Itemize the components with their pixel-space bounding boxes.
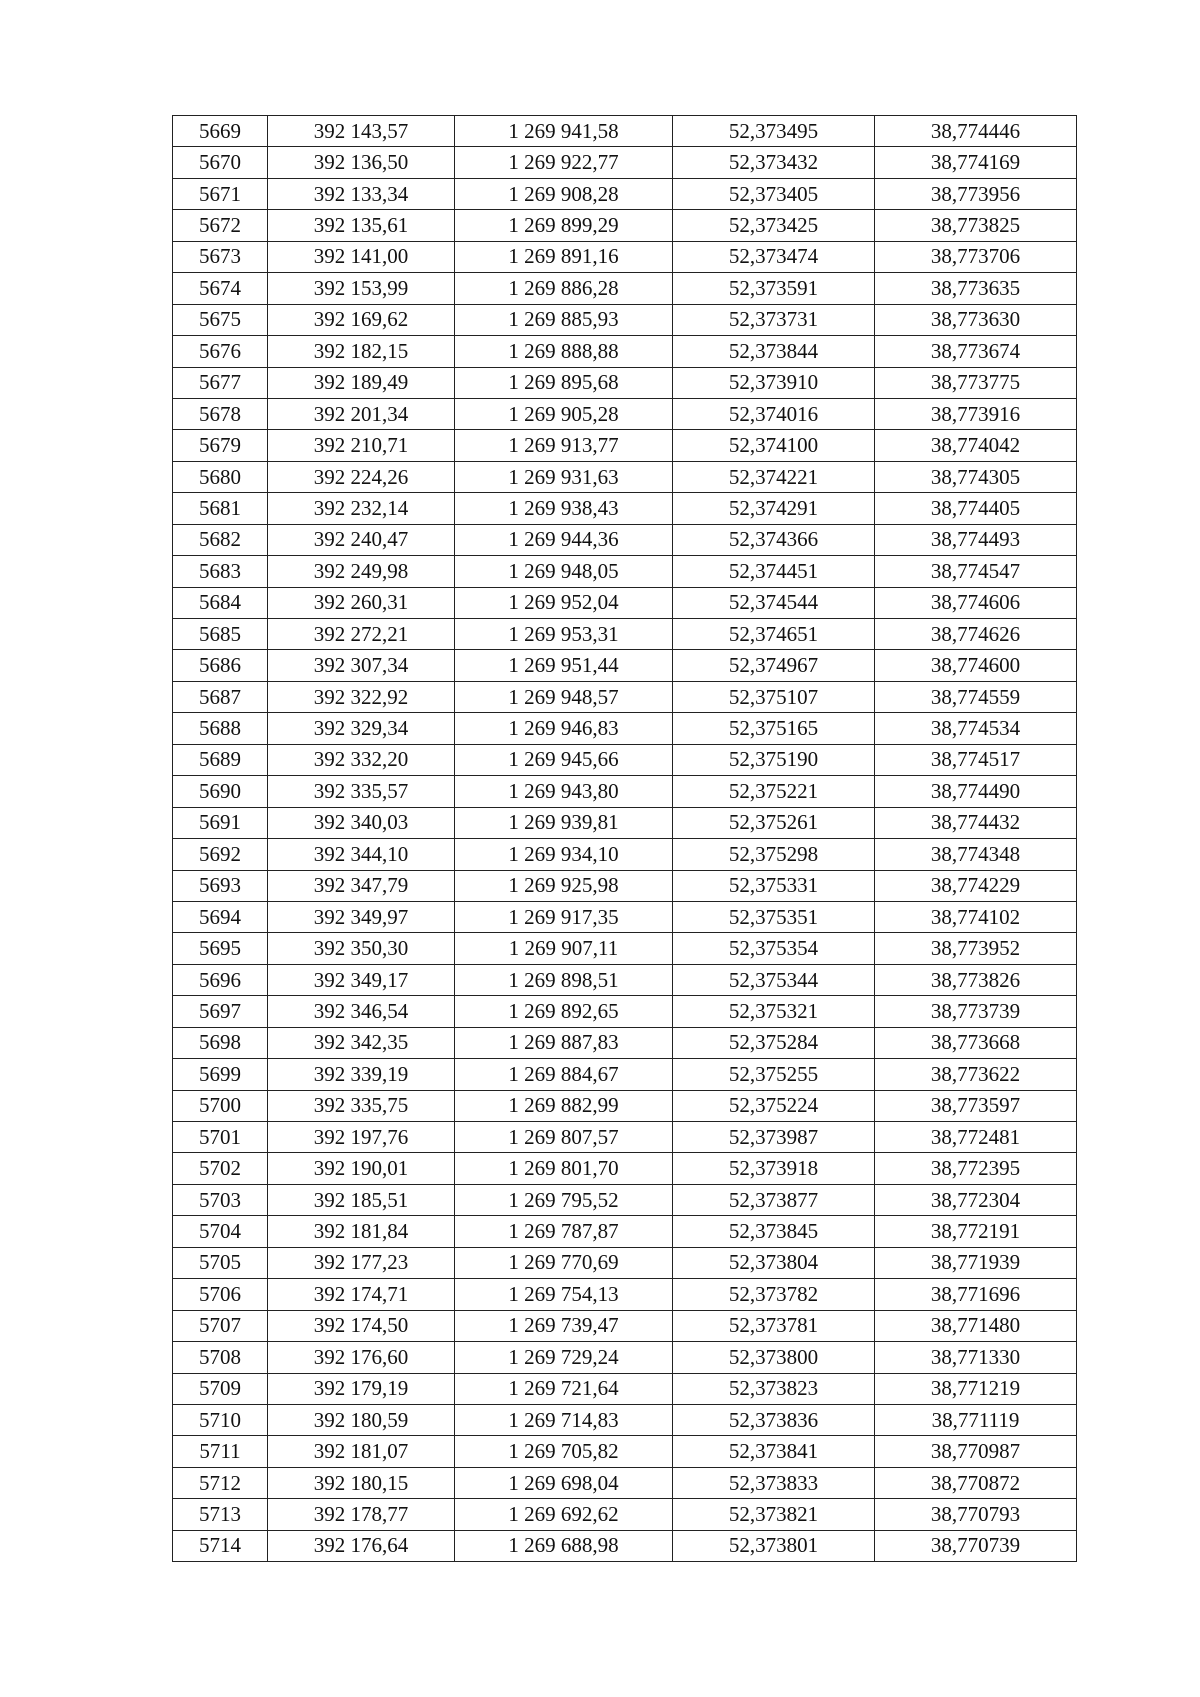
y-coordinate-cell: 1 269 944,36 — [455, 524, 673, 555]
y-coordinate-cell: 1 269 795,52 — [455, 1184, 673, 1215]
y-coordinate-cell: 1 269 905,28 — [455, 398, 673, 429]
latitude-cell: 52,373823 — [673, 1373, 875, 1404]
latitude-cell: 52,374016 — [673, 398, 875, 429]
point-number-cell: 5669 — [173, 116, 268, 147]
point-number-cell: 5697 — [173, 996, 268, 1027]
point-number-cell: 5682 — [173, 524, 268, 555]
latitude-cell: 52,373474 — [673, 241, 875, 272]
x-coordinate-cell: 392 135,61 — [268, 210, 455, 241]
latitude-cell: 52,373844 — [673, 336, 875, 367]
table-row — [173, 524, 1077, 555]
y-coordinate-cell: 1 269 898,51 — [455, 964, 673, 995]
latitude-cell: 52,373800 — [673, 1342, 875, 1373]
table-row — [173, 1342, 1077, 1373]
y-coordinate-cell: 1 269 913,77 — [455, 430, 673, 461]
latitude-cell: 52,375221 — [673, 776, 875, 807]
y-coordinate-cell: 1 269 892,65 — [455, 996, 673, 1027]
y-coordinate-cell: 1 269 754,13 — [455, 1279, 673, 1310]
x-coordinate-cell: 392 322,92 — [268, 681, 455, 712]
table-row — [173, 713, 1077, 744]
point-number-cell: 5677 — [173, 367, 268, 398]
latitude-cell: 52,374221 — [673, 461, 875, 492]
y-coordinate-cell: 1 269 739,47 — [455, 1310, 673, 1341]
longitude-cell: 38,773635 — [875, 273, 1077, 304]
x-coordinate-cell: 392 342,35 — [268, 1027, 455, 1058]
x-coordinate-cell: 392 153,99 — [268, 273, 455, 304]
longitude-cell: 38,774348 — [875, 839, 1077, 870]
x-coordinate-cell: 392 174,50 — [268, 1310, 455, 1341]
y-coordinate-cell: 1 269 946,83 — [455, 713, 673, 744]
table-row — [173, 493, 1077, 524]
latitude-cell: 52,373801 — [673, 1530, 875, 1561]
table-row — [173, 1153, 1077, 1184]
y-coordinate-cell: 1 269 943,80 — [455, 776, 673, 807]
y-coordinate-cell: 1 269 886,28 — [455, 273, 673, 304]
y-coordinate-cell: 1 269 884,67 — [455, 1059, 673, 1090]
point-number-cell: 5698 — [173, 1027, 268, 1058]
x-coordinate-cell: 392 141,00 — [268, 241, 455, 272]
longitude-cell: 38,773597 — [875, 1090, 1077, 1121]
point-number-cell: 5675 — [173, 304, 268, 335]
longitude-cell: 38,774559 — [875, 681, 1077, 712]
table-row — [173, 839, 1077, 870]
latitude-cell: 52,375351 — [673, 901, 875, 932]
table-row — [173, 587, 1077, 618]
longitude-cell: 38,773668 — [875, 1027, 1077, 1058]
y-coordinate-cell: 1 269 931,63 — [455, 461, 673, 492]
latitude-cell: 52,375284 — [673, 1027, 875, 1058]
longitude-cell: 38,773775 — [875, 367, 1077, 398]
longitude-cell: 38,772395 — [875, 1153, 1077, 1184]
longitude-cell: 38,773674 — [875, 336, 1077, 367]
table-row — [173, 901, 1077, 932]
table-row — [173, 1090, 1077, 1121]
point-number-cell: 5695 — [173, 933, 268, 964]
latitude-cell: 52,375321 — [673, 996, 875, 1027]
coordinates-table-body — [173, 116, 1077, 1562]
point-number-cell: 5683 — [173, 556, 268, 587]
point-number-cell: 5701 — [173, 1122, 268, 1153]
point-number-cell: 5681 — [173, 493, 268, 524]
latitude-cell: 52,373910 — [673, 367, 875, 398]
point-number-cell: 5708 — [173, 1342, 268, 1373]
x-coordinate-cell: 392 143,57 — [268, 116, 455, 147]
longitude-cell: 38,770793 — [875, 1499, 1077, 1530]
latitude-cell: 52,373821 — [673, 1499, 875, 1530]
table-row — [173, 336, 1077, 367]
x-coordinate-cell: 392 201,34 — [268, 398, 455, 429]
table-row — [173, 1404, 1077, 1435]
point-number-cell: 5671 — [173, 178, 268, 209]
y-coordinate-cell: 1 269 908,28 — [455, 178, 673, 209]
y-coordinate-cell: 1 269 888,88 — [455, 336, 673, 367]
table-row — [173, 556, 1077, 587]
longitude-cell: 38,772191 — [875, 1216, 1077, 1247]
latitude-cell: 52,373845 — [673, 1216, 875, 1247]
y-coordinate-cell: 1 269 922,77 — [455, 147, 673, 178]
y-coordinate-cell: 1 269 705,82 — [455, 1436, 673, 1467]
y-coordinate-cell: 1 269 939,81 — [455, 807, 673, 838]
latitude-cell: 52,374544 — [673, 587, 875, 618]
y-coordinate-cell: 1 269 721,64 — [455, 1373, 673, 1404]
y-coordinate-cell: 1 269 925,98 — [455, 870, 673, 901]
x-coordinate-cell: 392 307,34 — [268, 650, 455, 681]
x-coordinate-cell: 392 335,75 — [268, 1090, 455, 1121]
longitude-cell: 38,774042 — [875, 430, 1077, 461]
longitude-cell: 38,774606 — [875, 587, 1077, 618]
point-number-cell: 5699 — [173, 1059, 268, 1090]
table-row — [173, 996, 1077, 1027]
y-coordinate-cell: 1 269 787,87 — [455, 1216, 673, 1247]
table-row — [173, 178, 1077, 209]
longitude-cell: 38,774432 — [875, 807, 1077, 838]
longitude-cell: 38,774229 — [875, 870, 1077, 901]
x-coordinate-cell: 392 189,49 — [268, 367, 455, 398]
latitude-cell: 52,373591 — [673, 273, 875, 304]
table-row — [173, 1530, 1077, 1561]
x-coordinate-cell: 392 232,14 — [268, 493, 455, 524]
longitude-cell: 38,774600 — [875, 650, 1077, 681]
latitude-cell: 52,375107 — [673, 681, 875, 712]
x-coordinate-cell: 392 174,71 — [268, 1279, 455, 1310]
point-number-cell: 5673 — [173, 241, 268, 272]
longitude-cell: 38,774169 — [875, 147, 1077, 178]
x-coordinate-cell: 392 180,15 — [268, 1467, 455, 1498]
longitude-cell: 38,772304 — [875, 1184, 1077, 1215]
longitude-cell: 38,774534 — [875, 713, 1077, 744]
x-coordinate-cell: 392 329,34 — [268, 713, 455, 744]
y-coordinate-cell: 1 269 938,43 — [455, 493, 673, 524]
x-coordinate-cell: 392 179,19 — [268, 1373, 455, 1404]
y-coordinate-cell: 1 269 907,11 — [455, 933, 673, 964]
longitude-cell: 38,773706 — [875, 241, 1077, 272]
y-coordinate-cell: 1 269 882,99 — [455, 1090, 673, 1121]
longitude-cell: 38,770739 — [875, 1530, 1077, 1561]
table-row — [173, 1279, 1077, 1310]
latitude-cell: 52,373782 — [673, 1279, 875, 1310]
y-coordinate-cell: 1 269 887,83 — [455, 1027, 673, 1058]
longitude-cell: 38,773916 — [875, 398, 1077, 429]
latitude-cell: 52,375344 — [673, 964, 875, 995]
table-row — [173, 650, 1077, 681]
table-row — [173, 116, 1077, 147]
table-row — [173, 681, 1077, 712]
point-number-cell: 5693 — [173, 870, 268, 901]
latitude-cell: 52,373918 — [673, 1153, 875, 1184]
point-number-cell: 5688 — [173, 713, 268, 744]
point-number-cell: 5670 — [173, 147, 268, 178]
point-number-cell: 5684 — [173, 587, 268, 618]
point-number-cell: 5692 — [173, 839, 268, 870]
table-row — [173, 1499, 1077, 1530]
point-number-cell: 5676 — [173, 336, 268, 367]
table-row — [173, 807, 1077, 838]
x-coordinate-cell: 392 249,98 — [268, 556, 455, 587]
point-number-cell: 5702 — [173, 1153, 268, 1184]
table-row — [173, 1059, 1077, 1090]
y-coordinate-cell: 1 269 692,62 — [455, 1499, 673, 1530]
x-coordinate-cell: 392 180,59 — [268, 1404, 455, 1435]
x-coordinate-cell: 392 350,30 — [268, 933, 455, 964]
point-number-cell: 5672 — [173, 210, 268, 241]
table-row — [173, 1310, 1077, 1341]
point-number-cell: 5704 — [173, 1216, 268, 1247]
latitude-cell: 52,374967 — [673, 650, 875, 681]
y-coordinate-cell: 1 269 917,35 — [455, 901, 673, 932]
longitude-cell: 38,773952 — [875, 933, 1077, 964]
longitude-cell: 38,773622 — [875, 1059, 1077, 1090]
y-coordinate-cell: 1 269 770,69 — [455, 1247, 673, 1278]
latitude-cell: 52,374366 — [673, 524, 875, 555]
longitude-cell: 38,771119 — [875, 1404, 1077, 1435]
y-coordinate-cell: 1 269 948,57 — [455, 681, 673, 712]
latitude-cell: 52,374651 — [673, 619, 875, 650]
longitude-cell: 38,774405 — [875, 493, 1077, 524]
x-coordinate-cell: 392 335,57 — [268, 776, 455, 807]
x-coordinate-cell: 392 240,47 — [268, 524, 455, 555]
table-row — [173, 1467, 1077, 1498]
latitude-cell: 52,373432 — [673, 147, 875, 178]
latitude-cell: 52,373731 — [673, 304, 875, 335]
longitude-cell: 38,774626 — [875, 619, 1077, 650]
latitude-cell: 52,374291 — [673, 493, 875, 524]
latitude-cell: 52,375190 — [673, 744, 875, 775]
y-coordinate-cell: 1 269 941,58 — [455, 116, 673, 147]
y-coordinate-cell: 1 269 891,16 — [455, 241, 673, 272]
latitude-cell: 52,373405 — [673, 178, 875, 209]
x-coordinate-cell: 392 340,03 — [268, 807, 455, 838]
point-number-cell: 5685 — [173, 619, 268, 650]
point-number-cell: 5709 — [173, 1373, 268, 1404]
latitude-cell: 52,375331 — [673, 870, 875, 901]
longitude-cell: 38,771219 — [875, 1373, 1077, 1404]
longitude-cell: 38,771480 — [875, 1310, 1077, 1341]
x-coordinate-cell: 392 347,79 — [268, 870, 455, 901]
longitude-cell: 38,774547 — [875, 556, 1077, 587]
point-number-cell: 5686 — [173, 650, 268, 681]
latitude-cell: 52,373833 — [673, 1467, 875, 1498]
x-coordinate-cell: 392 185,51 — [268, 1184, 455, 1215]
longitude-cell: 38,771696 — [875, 1279, 1077, 1310]
point-number-cell: 5710 — [173, 1404, 268, 1435]
table-row — [173, 304, 1077, 335]
longitude-cell: 38,774305 — [875, 461, 1077, 492]
longitude-cell: 38,773826 — [875, 964, 1077, 995]
point-number-cell: 5706 — [173, 1279, 268, 1310]
table-row — [173, 933, 1077, 964]
latitude-cell: 52,375224 — [673, 1090, 875, 1121]
table-row — [173, 776, 1077, 807]
y-coordinate-cell: 1 269 948,05 — [455, 556, 673, 587]
x-coordinate-cell: 392 272,21 — [268, 619, 455, 650]
x-coordinate-cell: 392 339,19 — [268, 1059, 455, 1090]
x-coordinate-cell: 392 260,31 — [268, 587, 455, 618]
table-row — [173, 1027, 1077, 1058]
latitude-cell: 52,375261 — [673, 807, 875, 838]
x-coordinate-cell: 392 176,60 — [268, 1342, 455, 1373]
y-coordinate-cell: 1 269 951,44 — [455, 650, 673, 681]
longitude-cell: 38,774102 — [875, 901, 1077, 932]
latitude-cell: 52,374451 — [673, 556, 875, 587]
latitude-cell: 52,375298 — [673, 839, 875, 870]
point-number-cell: 5680 — [173, 461, 268, 492]
latitude-cell: 52,373877 — [673, 1184, 875, 1215]
latitude-cell: 52,373836 — [673, 1404, 875, 1435]
x-coordinate-cell: 392 190,01 — [268, 1153, 455, 1184]
y-coordinate-cell: 1 269 688,98 — [455, 1530, 673, 1561]
table-row — [173, 1184, 1077, 1215]
x-coordinate-cell: 392 181,84 — [268, 1216, 455, 1247]
y-coordinate-cell: 1 269 729,24 — [455, 1342, 673, 1373]
latitude-cell: 52,375255 — [673, 1059, 875, 1090]
table-row — [173, 210, 1077, 241]
y-coordinate-cell: 1 269 801,70 — [455, 1153, 673, 1184]
longitude-cell: 38,773739 — [875, 996, 1077, 1027]
table-row — [173, 1436, 1077, 1467]
longitude-cell: 38,773825 — [875, 210, 1077, 241]
longitude-cell: 38,774493 — [875, 524, 1077, 555]
y-coordinate-cell: 1 269 698,04 — [455, 1467, 673, 1498]
x-coordinate-cell: 392 224,26 — [268, 461, 455, 492]
point-number-cell: 5714 — [173, 1530, 268, 1561]
point-number-cell: 5691 — [173, 807, 268, 838]
longitude-cell: 38,773630 — [875, 304, 1077, 335]
x-coordinate-cell: 392 178,77 — [268, 1499, 455, 1530]
latitude-cell: 52,373841 — [673, 1436, 875, 1467]
y-coordinate-cell: 1 269 945,66 — [455, 744, 673, 775]
coordinates-table — [172, 115, 1077, 1562]
x-coordinate-cell: 392 136,50 — [268, 147, 455, 178]
y-coordinate-cell: 1 269 953,31 — [455, 619, 673, 650]
table-row — [173, 241, 1077, 272]
x-coordinate-cell: 392 133,34 — [268, 178, 455, 209]
table-row — [173, 1216, 1077, 1247]
longitude-cell: 38,773956 — [875, 178, 1077, 209]
latitude-cell: 52,373425 — [673, 210, 875, 241]
latitude-cell: 52,373804 — [673, 1247, 875, 1278]
point-number-cell: 5700 — [173, 1090, 268, 1121]
y-coordinate-cell: 1 269 899,29 — [455, 210, 673, 241]
x-coordinate-cell: 392 181,07 — [268, 1436, 455, 1467]
point-number-cell: 5712 — [173, 1467, 268, 1498]
point-number-cell: 5678 — [173, 398, 268, 429]
longitude-cell: 38,774446 — [875, 116, 1077, 147]
table-row — [173, 964, 1077, 995]
table-row — [173, 430, 1077, 461]
longitude-cell: 38,772481 — [875, 1122, 1077, 1153]
latitude-cell: 52,373495 — [673, 116, 875, 147]
longitude-cell: 38,770987 — [875, 1436, 1077, 1467]
latitude-cell: 52,375354 — [673, 933, 875, 964]
x-coordinate-cell: 392 182,15 — [268, 336, 455, 367]
y-coordinate-cell: 1 269 885,93 — [455, 304, 673, 335]
x-coordinate-cell: 392 332,20 — [268, 744, 455, 775]
point-number-cell: 5694 — [173, 901, 268, 932]
x-coordinate-cell: 392 349,97 — [268, 901, 455, 932]
table-row — [173, 273, 1077, 304]
x-coordinate-cell: 392 177,23 — [268, 1247, 455, 1278]
x-coordinate-cell: 392 344,10 — [268, 839, 455, 870]
point-number-cell: 5690 — [173, 776, 268, 807]
x-coordinate-cell: 392 346,54 — [268, 996, 455, 1027]
table-row — [173, 398, 1077, 429]
latitude-cell: 52,373781 — [673, 1310, 875, 1341]
table-row — [173, 1247, 1077, 1278]
longitude-cell: 38,771330 — [875, 1342, 1077, 1373]
point-number-cell: 5707 — [173, 1310, 268, 1341]
x-coordinate-cell: 392 176,64 — [268, 1530, 455, 1561]
longitude-cell: 38,774490 — [875, 776, 1077, 807]
y-coordinate-cell: 1 269 952,04 — [455, 587, 673, 618]
x-coordinate-cell: 392 169,62 — [268, 304, 455, 335]
table-row — [173, 367, 1077, 398]
point-number-cell: 5703 — [173, 1184, 268, 1215]
longitude-cell: 38,770872 — [875, 1467, 1077, 1498]
latitude-cell: 52,375165 — [673, 713, 875, 744]
table-row — [173, 1122, 1077, 1153]
latitude-cell: 52,373987 — [673, 1122, 875, 1153]
y-coordinate-cell: 1 269 934,10 — [455, 839, 673, 870]
table-row — [173, 461, 1077, 492]
table-row — [173, 1373, 1077, 1404]
y-coordinate-cell: 1 269 714,83 — [455, 1404, 673, 1435]
point-number-cell: 5696 — [173, 964, 268, 995]
x-coordinate-cell: 392 210,71 — [268, 430, 455, 461]
point-number-cell: 5689 — [173, 744, 268, 775]
table-row — [173, 870, 1077, 901]
latitude-cell: 52,374100 — [673, 430, 875, 461]
point-number-cell: 5713 — [173, 1499, 268, 1530]
table-row — [173, 147, 1077, 178]
longitude-cell: 38,774517 — [875, 744, 1077, 775]
y-coordinate-cell: 1 269 895,68 — [455, 367, 673, 398]
table-row — [173, 619, 1077, 650]
point-number-cell: 5674 — [173, 273, 268, 304]
y-coordinate-cell: 1 269 807,57 — [455, 1122, 673, 1153]
x-coordinate-cell: 392 349,17 — [268, 964, 455, 995]
point-number-cell: 5679 — [173, 430, 268, 461]
longitude-cell: 38,771939 — [875, 1247, 1077, 1278]
table-row — [173, 744, 1077, 775]
x-coordinate-cell: 392 197,76 — [268, 1122, 455, 1153]
point-number-cell: 5705 — [173, 1247, 268, 1278]
point-number-cell: 5711 — [173, 1436, 268, 1467]
point-number-cell: 5687 — [173, 681, 268, 712]
